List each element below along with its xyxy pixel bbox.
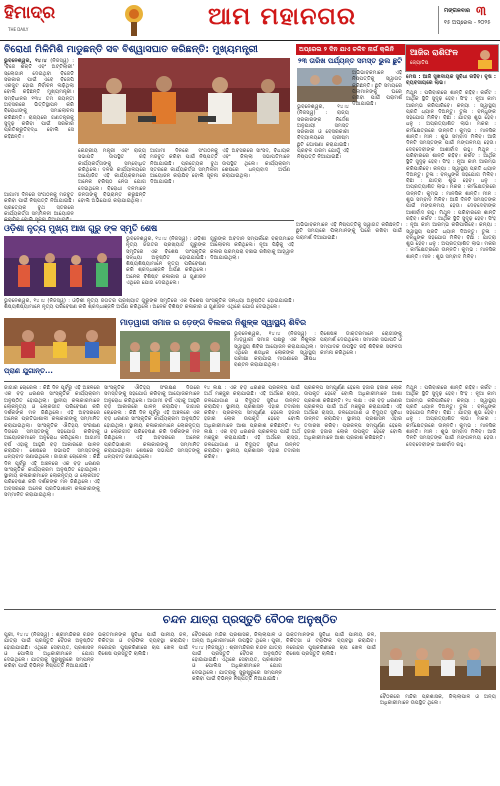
school-image bbox=[297, 68, 357, 102]
divider bbox=[4, 381, 402, 382]
newspaper-logo: ହିମାଦ୍ର bbox=[4, 3, 56, 23]
mid-left-body3: ଭୁବନେଶ୍ୱର, ୧୪।୪ (ନିଜସ୍ୱ) : ଓଡ଼ିଶୀ ନୃତ୍ୟ ଜଗତର ପ୍ରଖ୍ୟାତ ଗୁରୁଙ୍କ ସ୍ମୃତିରେ ଏକ ବିଶେଷ ସାଂସ୍କୃତିକ ସନ୍ଧ୍ୟା ଅନୁଷ୍ଠିତ ହୋଇଯାଇଛି। ଶିଷ୍ୟଶିଷ୍ୟାମାନେ ନୃତ୍ୟ ପରିବେଷଣ କରି ଶ୍ରଦ୍ଧାଞ୍ଜଳି ଅର୍ପଣ କରିଥିଲେ। ଅନେକ ବିଶିଷ୍ଟ କଳାକାର ଓ ଗୁଣୀଜନ ଏଥିରେ ଯୋଗ ଦେଇଥିଲେ। bbox=[4, 298, 294, 311]
top-right-subhead: ୨୩ ତାରିଖ ପର୍ଯ୍ୟନ୍ତ ସମସ୍ତ ଭୁଲ ଛୁଟି bbox=[298, 57, 403, 65]
school-photo bbox=[297, 68, 357, 102]
bottom-body-col2: ଭକ୍ତମାନଙ୍କ ସୁବିଧା ପାଇଁ ପାନୀୟ ଜଳ, ଚିକିତ୍ସା ଓ ଟ୍ରାଫିକ ବ୍ୟବସ୍ଥା କରାଯିବ। ନରେନ୍ଦ୍ର ପୁଷ୍କରିଣୀରେ ଚାପ ଖେଳ ପାଇଁ ବିଶେଷ ପ୍ରସ୍ତୁତି ଚାଲିଛି। bbox=[98, 632, 188, 657]
meeting-photo bbox=[380, 632, 496, 690]
rasi-body: ମିଥୁନ : ପରିବାରରେ ଶାନ୍ତି ରହିବ। କର୍କଟ : ଆର୍ଥିକ ସ୍ଥିତି ସୁଦୃଢ଼ ହେବ। ସିଂହ : ନୂଆ କାମ ଆରମ୍ଭ କରିପାରିବେ। କନ୍ୟା : ସ୍ୱାସ୍ଥ୍ୟ ପ୍ରତି ଧ୍ୟାନ ଦିଅନ୍ତୁ। ତୁଳା : ବନ୍ଧୁଙ୍କ ସହଯୋଗ ମିଳିବ। ବିଛା : ଯାତ୍ରା ଶୁଭ ହେବ। ଧନୁ : ଅପ୍ରତ୍ୟାଶିତ ଲାଭ। ମକର : କର୍ମକ୍ଷେତ୍ରରେ ଉନ୍ନତି। କୁମ୍ଭ : ମାନସିକ ଶାନ୍ତି। ମୀନ : ଶୁଭ ସମ୍ବାଦ ମିଳିବ। ଆଜି ଦିନଟି ସମସ୍ତଙ୍କ ପାଇଁ ମଙ୍ଗଳମୟ ହେଉ। ଦେବଦେବୀଙ୍କ ଆଶୀର୍ବାଦ ରହୁ। ମିଥୁନ : ପରିବାରରେ ଶାନ୍ତି ରହିବ। କର୍କଟ : ଆର୍ଥିକ ସ୍ଥିତି ସୁଦୃଢ଼ ହେବ। ସିଂହ : ନୂଆ କାମ ଆରମ୍ଭ କରିପାରିବେ। କନ୍ୟା : ସ୍ୱାସ୍ଥ୍ୟ ପ୍ରତି ଧ୍ୟାନ ଦିଅନ୍ତୁ। ତୁଳା : ବନ୍ଧୁଙ୍କ ସହଯୋଗ ମିଳିବ। ବିଛା : ଯାତ୍ରା ଶୁଭ ହେବ। ଧନୁ : ଅପ୍ରତ୍ୟାଶିତ ଲାଭ। ମକର : କର୍ମକ୍ଷେତ୍ରରେ ଉନ୍ନତି। କୁମ୍ଭ : ମାନସିକ ଶାନ୍ତି। ମୀନ : ଶୁଭ ସମ୍ବାଦ ମିଳିବ। ଆଜି ଦିନଟି ସମସ୍ତଙ୍କ ପାଇଁ ମଙ୍ଗଳମୟ ହେଉ। ଦେବଦେବୀଙ୍କ ଆଶୀର୍ବାଦ ରହୁ। ମିଥୁନ : ପରିବାରରେ ଶାନ୍ତି ରହିବ। କର୍କଟ : ଆର୍ଥିକ ସ୍ଥିତି ସୁଦୃଢ଼ ହେବ। ସିଂହ : ନୂଆ କାମ ଆରମ୍ଭ କରିପାରିବେ। କନ୍ୟା : ସ୍ୱାସ୍ଥ୍ୟ ପ୍ରତି ଧ୍ୟାନ ଦିଅନ୍ତୁ। ତୁଳା : ବନ୍ଧୁଙ୍କ ସହଯୋଗ ମିଳିବ। ବିଛା : ଯାତ୍ରା ଶୁଭ ହେବ। ଧନୁ : ଅପ୍ରତ୍ୟାଶିତ ଲାଭ। ମକର : କର୍ମକ୍ଷେତ୍ରରେ ଉନ୍ନତି। କୁମ୍ଭ : ମାନସିକ ଶାନ୍ତି। ମୀନ : ଶୁଭ ସମ୍ବାଦ ମିଳିବ। bbox=[406, 90, 497, 260]
mid-right-body2: ବିଶେଷଜ୍ଞ ଡାକ୍ତରମାନେ ରୋଗୀଙ୍କୁ ପରାମର୍ଶ ଦେଇଥିଲେ। ସମାଜର ସଭାପତି ଓ ସମ୍ପାଦକ ଉପସ୍ଥିତ ରହି ଶିବିରର ସଫଳତା କାମନା କରିଥିଲେ। bbox=[320, 331, 402, 356]
lead-photo bbox=[78, 58, 290, 144]
lead-body-col2: କେନ୍ଦ୍ରୀୟ ମନ୍ତ୍ରୀ ଏବଂ ରାଜ୍ୟ ସଭାପତି ଉପସ୍ଥିତ ରହି କାର୍ଯ୍ୟକର୍ତ୍ତାଙ୍କୁ ସମ୍ବୋଧିତ କରିଥିଲେ। ଦଳର କାର୍ଯ୍ୟାଳୟରେ ଆୟୋଜିତ ଏହି କାର୍ଯ୍ୟକ୍ରମରେ ଅନେକ ବରିଷ୍ଠ ନେତା ଯୋଗ ଦେଇଥିଲେ। ବିରୋଧୀ ଦଳମାନେ ଜନତାଙ୍କୁ ବିଭ୍ରାନ୍ତ କରୁଛନ୍ତି ବୋଲି ଅଭିଯୋଗ କରାଯାଇଥିଲା। bbox=[78, 148, 146, 205]
rasi-title: ଆଜିର ରାଶିଫଳ bbox=[410, 48, 458, 57]
culture-photo bbox=[4, 318, 116, 364]
bottom-body-col1: ପୁରୀ, ୧୪।୪ (ନିଜସ୍ୱ) : ଶ୍ରୀମନ୍ଦିରର ଚନ୍ଦନ ଯାତ୍ରା ପାଇଁ ପ୍ରସ୍ତୁତି ବୈଠକ ଅନୁଷ୍ଠିତ ହୋଇଯାଇଛି। ଏଥିରେ ସେବାୟତ, ପ୍ରଶାସନ ଓ ପୋଲିସ ଅଧିକାରୀମାନେ ଯୋଗ ଦେଇଥିଲେ। ଯାତ୍ରାକୁ ସୁରୁଖୁରୁରେ ସମ୍ପନ୍ନ କରିବା ପାଇଁ ବିଭିନ୍ନ ନିଷ୍ପତ୍ତି ନିଆଯାଇଛି। bbox=[4, 632, 94, 670]
lead-body-col1b: ଆଗାମୀ ଦିନରେ ସଂଗଠନକୁ ମଜବୁତ କରିବା ପାଇଁ ନିଷ୍ପତ୍ତି ନିଆଯାଇଛି। ପ୍ରତ୍ୟେକ ବୁଥ ସ୍ତରରେ କାର୍ଯ୍ୟକର୍ତ୍ତା ସମ୍ମିଳନୀ ଆୟୋଜନ bbox=[4, 192, 74, 217]
center-body-2: ପ୍ରକଳ୍ପ ସମ୍ପୂର୍ଣ୍ଣ ହେଲେ ହଜାର ହଜାର ଲୋକ ଉପକୃତ ହେବେ ବୋଲି ଅଧିକାରୀମାନେ ଆଶା ପ୍ରକାଶ କରିଛନ୍ତି। ୧୪ ଲକ୍ଷ : ଏକ ବଡ଼ ଧରଣର ପ୍ରକଳ୍ପ ପାଇଁ ଅର୍ଥ ମଞ୍ଜୁର କରାଯାଇଛି। ଏହି ଅର୍ଥରେ ରାସ୍ତା, ଜଳଯୋଗାଣ ଓ ବିଦ୍ୟୁତ ସୁବିଧା ଉନ୍ନତ କରାଯିବ। ସ୍ଥାନୀୟ ପ୍ରଶାସନ ଏହାର ତଦାରଖ କରିବ। ପ୍ରକଳ୍ପ ସମ୍ପୂର୍ଣ୍ଣ ହେଲେ ହଜାର ହଜାର ଲୋକ ଉପକୃତ ହେବେ ବୋଲି ଅଧିକାରୀମାନେ ଆଶା ପ୍ରକାଶ କରିଛନ୍ତି। bbox=[304, 385, 402, 442]
lead-dateline: ଭୁବନେଶ୍ୱର, ୧୪।୪ bbox=[4, 58, 47, 64]
bottom-body-col4: ଭକ୍ତମାନଙ୍କ ସୁବିଧା ପାଇଁ ପାନୀୟ ଜଳ, ଚିକିତ୍ସା ଓ ଟ୍ରାଫିକ ବ୍ୟବସ୍ଥା କରାଯିବ। ନରେନ୍ଦ୍ର ପୁଷ୍କରିଣୀରେ ଚାପ ଖେଳ ପାଇଁ ବିଶେଷ ପ୍ରସ୍ତୁତି ଚାଲିଛି। bbox=[286, 632, 376, 657]
logo-subtitle: THE DAILY bbox=[8, 27, 29, 32]
rasi-subtitle: ଜ୍ୟୋତିଷ bbox=[410, 60, 429, 66]
lead-body-col4: ଏହି ଅବସରରେ ସାଂସଦ, ବିଧାୟକ ଏବଂ ଜିଲ୍ଲା ସଭାପତିମାନେ ଉପସ୍ଥିତ ଥିଲେ। କାର୍ଯ୍ୟକ୍ରମ ଶେଷରେ ଧନ୍ୟବାଦ ଅର୍ପଣ କରାଯାଇଥିଲା। bbox=[222, 148, 290, 180]
rasi-body-lower: ମିଥୁନ : ପରିବାରରେ ଶାନ୍ତି ରହିବ। କର୍କଟ : ଆର୍ଥିକ ସ୍ଥିତି ସୁଦୃଢ଼ ହେବ। ସିଂହ : ନୂଆ କାମ ଆରମ୍ଭ କରିପାରିବେ। କନ୍ୟା : ସ୍ୱାସ୍ଥ୍ୟ ପ୍ରତି ଧ୍ୟାନ ଦିଅନ୍ତୁ। ତୁଳା : ବନ୍ଧୁଙ୍କ ସହଯୋଗ ମିଳିବ। ବିଛା : ଯାତ୍ରା ଶୁଭ ହେବ। ଧନୁ : ଅପ୍ରତ୍ୟାଶିତ ଲାଭ। ମକର : କର୍ମକ୍ଷେତ୍ରରେ ଉନ୍ନତି। କୁମ୍ଭ : ମାନସିକ ଶାନ୍ତି। ମୀନ : ଶୁଭ ସମ୍ବାଦ ମିଳିବ। ଆଜି ଦିନଟି ସମସ୍ତଙ୍କ ପାଇଁ ମଙ୍ଗଳମୟ ହେଉ। ଦେବଦେବୀଙ୍କ ଆଶୀର୍ବାଦ ରହୁ। bbox=[406, 385, 496, 448]
lead-body-col3: ଆଗାମୀ ଦିନରେ ସଂଗଠନକୁ ମଜବୁତ କରିବା ପାଇଁ ନିଷ୍ପତ୍ତି ନିଆଯାଇଛି। ପ୍ରତ୍ୟେକ ବୁଥ ସ୍ତରରେ କାର୍ଯ୍ୟକର୍ତ୍ତା ସମ୍ମିଳନୀ ଆୟୋଜନ କରାଯିବ ବୋଲି ସୂଚନା ଦିଆଯାଇଛି। bbox=[150, 148, 218, 186]
press-conference-image bbox=[78, 58, 290, 144]
divider bbox=[4, 220, 294, 221]
page-title: ଆମ ମହାନଗର bbox=[208, 1, 357, 30]
bottom-body-col5: ବୈଠକରେ ମନ୍ଦିର ପ୍ରଶାସକ, ଜିଲ୍ଲାପାଳ ଓ ଅନ୍ୟ ଅଧିକାରୀମାନେ ଉପସ୍ଥିତ ଥିଲେ। bbox=[380, 694, 496, 707]
bottom-headline: ଚନ୍ଦନ ଯାତ୍ରା ପ୍ରସ୍ତୁତି ବୈଠକ ଅନୁଷ୍ଠିତ bbox=[162, 613, 338, 626]
divider bbox=[4, 609, 496, 610]
culture-body: ଜାଗାର ଚୋରେଲ : କିଛି ଦିନ ପୂର୍ବରୁ ଏହି ଅଞ୍ଚଳରେ ଏକ ବଡ଼ ଧରଣର ସାଂସ୍କୃତିକ କାର୍ଯ୍ୟକ୍ରମ ଅନୁଷ୍ଠିତ ହୋଇଥିଲା। ସ୍ଥାନୀୟ କଳାକାରମାନେ ଲୋକନୃତ୍ୟ ଓ ଲୋକଗୀତ ପରିବେଷଣ କରି ଦର୍ଶକଙ୍କ ମନ ଜିଣିଥିଲେ। ଏହି ଅବସରରେ ଅନେକ ପ୍ରତିଭାଶାଳୀ କଳାକାରଙ୍କୁ ସମ୍ମାନିତ କରାଯାଇଥିଲା। ସାଂସ୍କୃତିକ ଐତିହ୍ୟ ସଂରକ୍ଷଣ ଦିଗରେ ସମସ୍ତଙ୍କୁ ସହଯୋଗ କରିବାକୁ ଆୟୋଜକମାନେ ଅନୁରୋଧ କରିଥିଲେ। ଆଗାମୀ ବର୍ଷ ଏହାକୁ ଆହୁରି ବଡ଼ ଆକାରରେ ପାଳନ କରାଯିବ। ଶେଷରେ ସଭାପତି ସମସ୍ତଙ୍କୁ ଧନ୍ୟବାଦ ଜଣାଇଥିଲେ। ଜାଗାର ଚୋରେଲ : କିଛି ଦିନ ପୂର୍ବରୁ ଏହି ଅଞ୍ଚଳରେ ଏକ ବଡ଼ ଧରଣର ସାଂସ୍କୃତିକ କାର୍ଯ୍ୟକ୍ରମ ଅନୁଷ୍ଠିତ ହୋଇଥିଲା। ସ୍ଥାନୀୟ କଳାକାରମାନେ ଲୋକନୃତ୍ୟ ଓ ଲୋକଗୀତ ପରିବେଷଣ କରି ଦର୍ଶକଙ୍କ ମନ ଜିଣିଥିଲେ। ଏହି ଅବସରରେ ଅନେକ ପ୍ରତିଭାଶାଳୀ କଳାକାରଙ୍କୁ ସମ୍ମାନିତ କରାଯାଇଥିଲା। bbox=[4, 385, 100, 499]
lead-headline: ବିରୋଧୀ ମିଳିମିଶି ମାଡୁଛନ୍ତି ସବ ବିଶ୍ୱାସଘାତ କରିଛନ୍ତି: ମୁଖ୍ୟମନ୍ତ୍ରୀ bbox=[4, 44, 258, 55]
bottom-body-col3: ବୈଠକରେ ମନ୍ଦିର ପ୍ରଶାସକ, ଜିଲ୍ଲାପାଳ ଓ ଅନ୍ୟ ଅଧିକାରୀମାନେ ଉପସ୍ଥିତ ଥିଲେ। ପୁରୀ, ୧୪।୪ (ନିଜସ୍ୱ) : ଶ୍ରୀମନ୍ଦିରର ଚନ୍ଦନ ଯାତ୍ରା ପାଇଁ ପ୍ରସ୍ତୁତି ବୈଠକ ଅନୁଷ୍ଠିତ ହୋଇଯାଇଛି। ଏଥିରେ ସେବାୟତ, ପ୍ରଶାସନ ଓ ପୋଲିସ ଅଧିକାରୀମାନେ ଯୋଗ ଦେଇଥିଲେ। ଯାତ୍ରାକୁ ସୁରୁଖୁରୁରେ ସମ୍ପନ୍ନ କରିବା ପାଇଁ ବିଭିନ୍ନ ନିଷ୍ପତ୍ତି ନିଆଯାଇଛି। bbox=[192, 632, 282, 683]
camp-photo bbox=[120, 331, 230, 379]
mid-right-body: ଭୁବନେଶ୍ୱର, ୧୪।୪ (ନିଜସ୍ୱ) : ମାଡ଼ୱାରୀ ସମାଜ ପକ୍ଷରୁ ଏକ ନିଶୁଳ୍କ ସ୍ୱାସ୍ଥ୍ୟ ଶିବିର ଆୟୋଜନ କରାଯାଇଥିଲା। ଏଥିରେ ଶତାଧିକ ଲୋକଙ୍କ ସ୍ୱାସ୍ଥ୍ୟ ପରୀକ୍ଷା କରାଯାଇ ମାଗଣାରେ ଔଷଧ ବଣ୍ଟନ କରାଯାଇଥିଲା। bbox=[234, 331, 316, 369]
mid-right-headline: ମାଡ଼ୱାରୀ ସମାଜ ର ଡ଼େଙ୍ଗ ବିଲକର ନିଶୁଳ୍କ ସ୍ୱାସ୍ଥ୍ୟ ଶିବିର bbox=[120, 318, 307, 327]
rasi-intro: ମେଷ : ଆଜି ସୁଖଦାୟକ ସୁବିଧା ରହିବ। ବୃଷ : ବ୍ୟବସାୟରେ ଲାଭ। bbox=[406, 74, 496, 87]
top-right-body: ଭୁବନେଶ୍ୱର, ୧୪।୪ (ନିଜସ୍ୱ) : ରାଜ୍ୟ ସରକାରଙ୍କ ନିର୍ଦ୍ଦେଶ ଅନୁଯାୟୀ ସମସ୍ତ ସରକାରୀ ଓ ବେସରକାରୀ ବିଦ୍ୟାଳୟରେ ଗ୍ରୀଷ୍ମ ଛୁଟି ଘୋଷଣା କରାଯାଇଛି। ପ୍ରବଳ ଗରମ ଯୋଗୁଁ ଏହି ନିଷ୍ପତ୍ତି ନିଆଯାଇଛି। bbox=[297, 104, 349, 161]
issue-date: ୧୫ ଅପ୍ରେଲ - ୨୦୨୫ bbox=[444, 20, 491, 26]
mid-left-headline: ଓଡ଼ିଶା ନୃତ୍ୟ ମୁଖ୍ୟ ଆଖ ଗୁରୁ ଙ୍କ ସ୍ମୃତି ଶେଷ bbox=[4, 223, 158, 233]
dance-performance-image bbox=[4, 236, 122, 296]
masthead bbox=[0, 0, 500, 41]
mid-left-body2: ଗୁରୁଙ୍କ ଅବଦାନ ସମ୍ପର୍କରେ ବକ୍ତାମାନେ ଆଲୋଚନା କରିଥିଲେ। ନୂଆ ପିଢ଼ିକୁ ଏହି କଳାର ପରମ୍ପରା ବଞ୍ଚାଇ ରଖିବାକୁ ଆହ୍ୱାନ ଦିଆଯାଇଥିଲା। bbox=[210, 236, 294, 261]
rasi-header bbox=[405, 44, 499, 72]
center-body: ୧୪ ଲକ୍ଷ : ଏକ ବଡ଼ ଧରଣର ପ୍ରକଳ୍ପ ପାଇଁ ଅର୍ଥ ମଞ୍ଜୁର କରାଯାଇଛି। ଏହି ଅର୍ଥରେ ରାସ୍ତା, ଜଳଯୋଗାଣ ଓ ବିଦ୍ୟୁତ ସୁବିଧା ଉନ୍ନତ କରାଯିବ। ସ୍ଥାନୀୟ ପ୍ରଶାସନ ଏହାର ତଦାରଖ କରିବ। ପ୍ରକଳ୍ପ ସମ୍ପୂର୍ଣ୍ଣ ହେଲେ ହଜାର ହଜାର ଲୋକ ଉପକୃତ ହେବେ ବୋଲି ଅଧିକାରୀମାନେ ଆଶା ପ୍ରକାଶ କରିଛନ୍ତି। ୧୪ ଲକ୍ଷ : ଏକ ବଡ଼ ଧରଣର ପ୍ରକଳ୍ପ ପାଇଁ ଅର୍ଥ ମଞ୍ଜୁର କରାଯାଇଛି। ଏହି ଅର୍ଥରେ ରାସ୍ତା, ଜଳଯୋଗାଣ ଓ ବିଦ୍ୟୁତ ସୁବିଧା ଉନ୍ନତ କରାଯିବ। ସ୍ଥାନୀୟ ପ୍ରଶାସନ ଏହାର ତଦାରଖ କରିବ। bbox=[204, 385, 301, 461]
dance-photo bbox=[4, 236, 122, 296]
astrologer-portrait-icon bbox=[474, 47, 496, 69]
culture-headline: ପ୍ରାଣ ଯୁଗାନ୍ତ... bbox=[4, 367, 53, 375]
page-number: ୩ bbox=[476, 4, 487, 19]
day-label: ମଙ୍ଗଳବାର bbox=[444, 8, 471, 14]
culture-body-2: ସାଂସ୍କୃତିକ ଐତିହ୍ୟ ସଂରକ୍ଷଣ ଦିଗରେ ସମସ୍ତଙ୍କୁ ସହଯୋଗ କରିବାକୁ ଆୟୋଜକମାନେ ଅନୁରୋଧ କରିଥିଲେ। ଆଗାମୀ ବର୍ଷ ଏହାକୁ ଆହୁରି ବଡ଼ ଆକାରରେ ପାଳନ କରାଯିବ। ଜାଗାର ଚୋରେଲ : କିଛି ଦିନ ପୂର୍ବରୁ ଏହି ଅଞ୍ଚଳରେ ଏକ ବଡ଼ ଧରଣର ସାଂସ୍କୃତିକ କାର୍ଯ୍ୟକ୍ରମ ଅନୁଷ୍ଠିତ ହୋଇଥିଲା। ସ୍ଥାନୀୟ କଳାକାରମାନେ ଲୋକନୃତ୍ୟ ଓ ଲୋକଗୀତ ପରିବେଷଣ କରି ଦର୍ଶକଙ୍କ ମନ ଜିଣିଥିଲେ। ଏହି ଅବସରରେ ଅନେକ ପ୍ରତିଭାଶାଳୀ କଳାକାରଙ୍କୁ ସମ୍ମାନିତ କରାଯାଇଥିଲା। ଶେଷରେ ସଭାପତି ସମସ୍ତଙ୍କୁ ଧନ୍ୟବାଦ ଜଣାଇଥିଲେ। bbox=[104, 385, 201, 461]
health-camp-image bbox=[120, 331, 230, 379]
culture-event-image bbox=[4, 318, 116, 364]
decorative-lamp-icon bbox=[118, 2, 150, 38]
mid-left-body: ଭୁବନେଶ୍ୱର, ୧୪।୪ (ନିଜସ୍ୱ) : ଓଡ଼ିଶୀ ନୃତ୍ୟ ଜଗତର ପ୍ରଖ୍ୟାତ ଗୁରୁଙ୍କ ସ୍ମୃତିରେ ଏକ ବିଶେଷ ସାଂସ୍କୃତିକ ସନ୍ଧ୍ୟା ଅନୁଷ୍ଠିତ ହୋଇଯାଇଛି। ଶିଷ୍ୟଶିଷ୍ୟାମାନେ ନୃତ୍ୟ ପରିବେଷଣ କରି ଶ୍ରଦ୍ଧାଞ୍ଜଳି ଅର୍ପଣ କରିଥିଲେ। ଅନେକ ବିଶିଷ୍ଟ କଳାକାର ଓ ଗୁଣୀଜନ ଏଥିରେ ଯୋଗ ଦେଇଥିଲେ। bbox=[126, 236, 206, 287]
top-right-body2: ଅଭିଭାବକମାନେ ଏହି ନିଷ୍ପତ୍ତିକୁ ସ୍ୱାଗତ କରିଛନ୍ତି। ଛୁଟି ସମୟରେ ପିଲାମାନଙ୍କୁ ଘରେ ରଖିବା ପାଇଁ ପରାମର୍ଶ ଦିଆଯାଇଛି। bbox=[352, 70, 402, 108]
meeting-image bbox=[380, 632, 496, 690]
top-right-headline: ଅପ୍ରେଲ ୨ ଦିନ ଯାଏ ଚଳିବ ନାର୍ଗ କ୍ଲିନି bbox=[296, 44, 405, 55]
top-right-body3: ଅଭିଭାବକମାନେ ଏହି ନିଷ୍ପତ୍ତିକୁ ସ୍ୱାଗତ କରିଛନ୍ତି। ଛୁଟି ସମୟରେ ପିଲାମାନଙ୍କୁ ଘରେ ରଖିବା ପାଇଁ ପରାମର୍ଶ ଦିଆଯାଇଛି। bbox=[296, 222, 402, 241]
lead-body-col1: ଭୁବନେଶ୍ୱର, ୧୪।୪ (ନିଜସ୍ୱ) : 'ବିଜେ ଶକ୍ତି ଏବଂ ଅଟ୍ଟିଲାରୀ' ସ୍ଲୋଗାନ ଦେଇଥିବା ବିଜେଡି ସରକାର ପାଇଁ ଏବେ ବିଜେପି ଏକଜୁଟ ହୋଇ ନିର୍ବାଚନ ଲଢ଼ିଥିଲା ବୋଲି କହିଛନ୍ତି ମୁଖ୍ୟମନ୍ତ୍ରୀ। ସମ୍ବିଧାନର ୧୩୪ ତମ ଜୟନ୍ତୀ ଅବସରରେ ଭିତ୍ତିସ୍ଥାପନ କରି ବିରୋଧୀଙ୍କୁ ସମାଲୋଚନା କରିଛନ୍ତି। ରାଜ୍ୟରେ ଗଣତନ୍ତ୍ରକୁ ସୁଦୃଢ଼ କରିବା ପାଇଁ ସରକାର ପ୍ରତିଶ୍ରୁତିବଦ୍ଧ ବୋଲି ସେ କହିଛନ୍ତି। bbox=[4, 58, 75, 140]
